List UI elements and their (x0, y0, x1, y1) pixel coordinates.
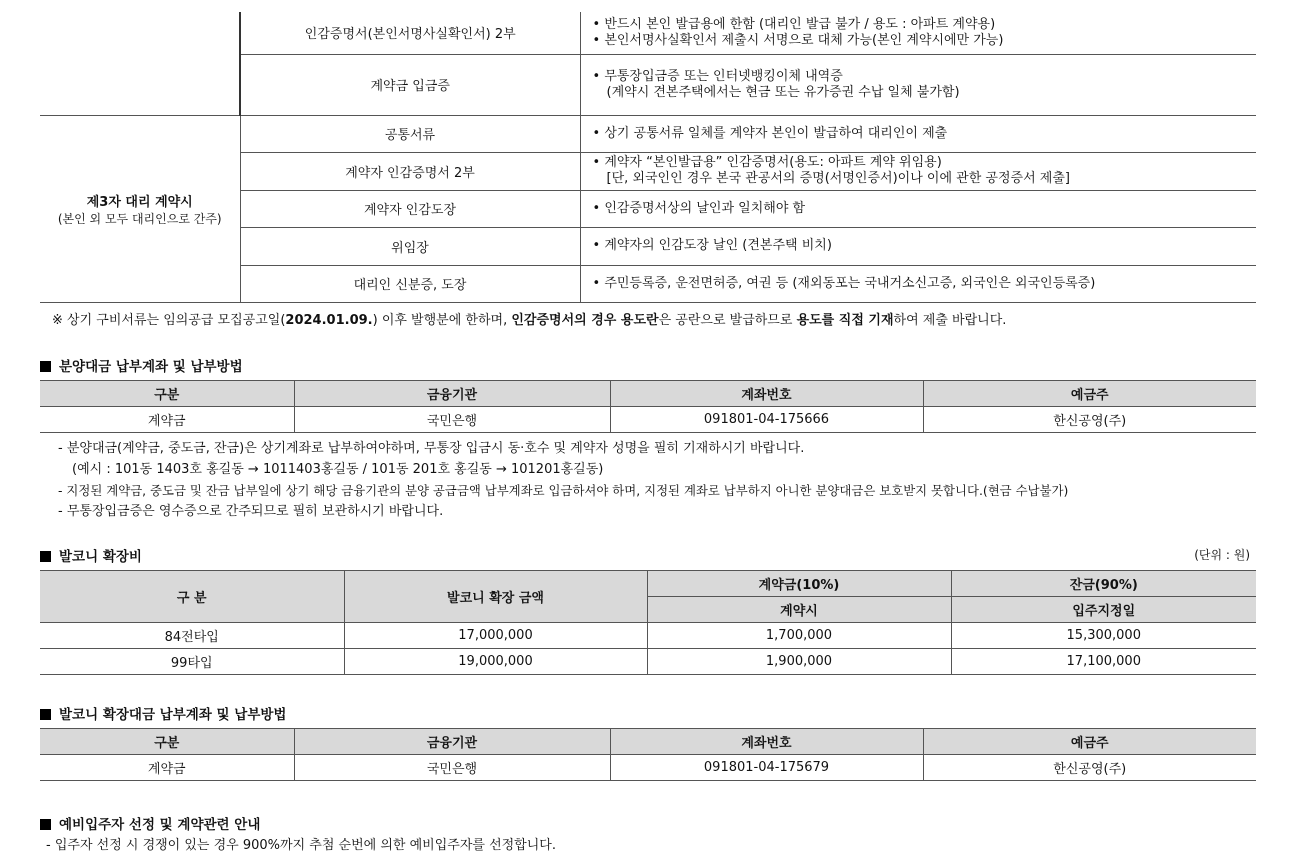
table-cell: 한신공영(주) (923, 407, 1256, 433)
square-bullet-icon (40, 819, 51, 830)
column-subheader: 입주지정일 (951, 597, 1256, 623)
description-cell (580, 152, 1256, 190)
description-line: • 본인서명사실확인서 제출시 서명으로 대체 가능(본인 계약시에만 가능) (593, 33, 1257, 49)
column-header: 계약금(10%) (647, 571, 951, 597)
table-cell: 17,000,000 (344, 623, 647, 649)
column-header: 구분 (40, 729, 294, 755)
square-bullet-icon (40, 361, 51, 372)
notice-text: ※ 상기 구비서류는 임의공급 모집공고일( (52, 313, 286, 328)
notice-date: 2024.01.09. (285, 313, 373, 328)
table-cell: 84전타입 (40, 623, 344, 649)
notice-text: 하여 제출 바랍니다. (893, 313, 1007, 328)
note-line: - 무통장입금증은 영수증으로 간주되므로 필히 보관하시기 바랍니다. (58, 504, 444, 519)
description-line: • 주민등록증, 운전면허증, 여권 등 (재외동포는 국내거소신고증, 외국인은 외국인등록증) (593, 276, 1257, 292)
section-heading-balcony (40, 545, 142, 565)
table-cell: 국민은행 (294, 407, 610, 433)
description-cell (580, 227, 1256, 265)
required-documents-table (40, 12, 1256, 303)
table-cell: 99타입 (40, 649, 344, 675)
table-row (40, 755, 1256, 781)
square-bullet-icon (40, 709, 51, 720)
table-cell: 15,300,000 (951, 623, 1256, 649)
description-cell (580, 115, 1256, 152)
square-bullet-icon (40, 551, 51, 562)
column-header: 예금주 (923, 729, 1256, 755)
balcony-cost-table (40, 570, 1256, 675)
column-header: 구분 (40, 381, 294, 407)
table-row (40, 623, 1256, 649)
table-row (40, 115, 1256, 152)
column-subheader: 계약시 (647, 597, 951, 623)
item-cell: 계약자 인감증명서 2부 (240, 152, 580, 190)
table-row (40, 407, 1256, 433)
table-cell: 계약금 (40, 407, 294, 433)
notice-text: 은 공란으로 발급하므로 (658, 313, 797, 328)
column-header: 발코니 확장 금액 (344, 571, 647, 623)
item-cell: 계약자 인감도장 (240, 190, 580, 227)
item-cell: 공통서류 (240, 115, 580, 152)
table-cell: 계약금 (40, 755, 294, 781)
notice-emphasis: 용도를 직접 기재 (796, 313, 894, 328)
table-header-row (40, 571, 1256, 597)
section-heading-reserve (40, 813, 260, 833)
payment-notes (58, 438, 1068, 522)
table-cell: 091801-04-175666 (610, 407, 923, 433)
description-cell (580, 265, 1256, 302)
column-header: 계좌번호 (610, 381, 923, 407)
category-cell-third-party (40, 115, 240, 302)
column-header: 구 분 (40, 571, 344, 623)
table-cell: 19,000,000 (344, 649, 647, 675)
table-cell: 1,700,000 (647, 623, 951, 649)
section-heading-text: 발코니 확장비 (59, 549, 142, 565)
description-line: • 인감증명서상의 날인과 일치해야 함 (593, 201, 1257, 217)
category-subtitle: (본인 외 모두 대리인으로 간주) (57, 211, 222, 226)
item-cell: 위임장 (240, 227, 580, 265)
notice-text: ) 이후 발행분에 한하며, (372, 313, 512, 328)
column-header: 잔금(90%) (951, 571, 1256, 597)
note-line: - 지정된 계약금, 중도금 및 잔금 납부일에 상기 해당 금융기관의 분양 공급금액 납부계좌로 입금하셔야 하며, 지정된 계좌로 납부하지 아니한 분양대금은 보호받지 못합니다.(현금 수납불가) (58, 483, 1069, 498)
section-heading-text: 발코니 확장대금 납부계좌 및 납부방법 (59, 707, 287, 723)
description-line: (계약시 견본주택에서는 현금 또는 유가증권 수납 일체 불가함) (606, 84, 960, 100)
column-header: 금융기관 (294, 381, 610, 407)
reserve-note: - 입주자 선정 시 경쟁이 있는 경우 900%까지 추첨 순번에 의한 예비입주자를 선정합니다. (46, 838, 556, 853)
notice-emphasis: 인감증명서의 경우 용도란 (511, 313, 659, 328)
table-cell: 1,900,000 (647, 649, 951, 675)
description-line: • 계약자의 인감도장 날인 (견본주택 비치) (593, 238, 1257, 254)
balcony-payment-account-table (40, 728, 1256, 781)
description-line: • 계약자 “본인발급용” 인감증명서(용도: 아파트 계약 위임용) (593, 155, 1257, 171)
table-row (40, 12, 1256, 54)
description-cell (580, 54, 1256, 115)
category-cell-empty (40, 12, 240, 115)
section-heading-balcony-payment (40, 703, 286, 723)
table-header-row (40, 381, 1256, 407)
section-heading-text: 예비입주자 선정 및 계약관련 안내 (59, 817, 261, 833)
description-cell (580, 12, 1256, 54)
description-line: [단, 외국인인 경우 본국 관공서의 증명(서명인증서)이나 이에 관한 공정증서 제출] (606, 171, 1070, 186)
column-header: 금융기관 (294, 729, 610, 755)
table-cell: 17,100,000 (951, 649, 1256, 675)
table-cell: 한신공영(주) (923, 755, 1256, 781)
note-line: (예시 : 101동 1403호 홍길동 → 1011403홍길동 / 101동 201호 홍길동 → 101201홍길동) (72, 462, 604, 477)
item-cell: 대리인 신분증, 도장 (240, 265, 580, 302)
item-cell: 계약금 입금증 (240, 54, 580, 115)
description-cell (580, 190, 1256, 227)
column-header: 예금주 (923, 381, 1256, 407)
unit-label: (단위 : 원) (1194, 548, 1250, 562)
table-row (40, 649, 1256, 675)
table-cell: 091801-04-175679 (610, 755, 923, 781)
description-line: • 무통장입금증 또는 인터넷뱅킹이체 내역증 (593, 69, 1257, 85)
description-line: • 반드시 본인 발급용에 한함 (대리인 발급 불가 / 용도 : 아파트 계약용) (593, 17, 1257, 33)
column-header: 계좌번호 (610, 729, 923, 755)
payment-account-table (40, 380, 1256, 433)
table-cell: 국민은행 (294, 755, 610, 781)
description-line: • 상기 공통서류 일체를 계약자 본인이 발급하여 대리인이 제출 (593, 126, 1257, 142)
table-header-row (40, 729, 1256, 755)
category-title: 제3자 대리 계약시 (86, 194, 193, 210)
section-heading-text: 분양대금 납부계좌 및 납부방법 (59, 359, 243, 375)
documents-notice (52, 309, 1006, 328)
note-line: - 분양대금(계약금, 중도금, 잔금)은 상기계좌로 납부하여야하며, 무통장 입금시 동·호수 및 계약자 성명을 필히 기재하시기 바랍니다. (58, 441, 805, 456)
section-heading-payment (40, 355, 243, 375)
item-cell: 인감증명서(본인서명사실확인서) 2부 (240, 12, 580, 54)
